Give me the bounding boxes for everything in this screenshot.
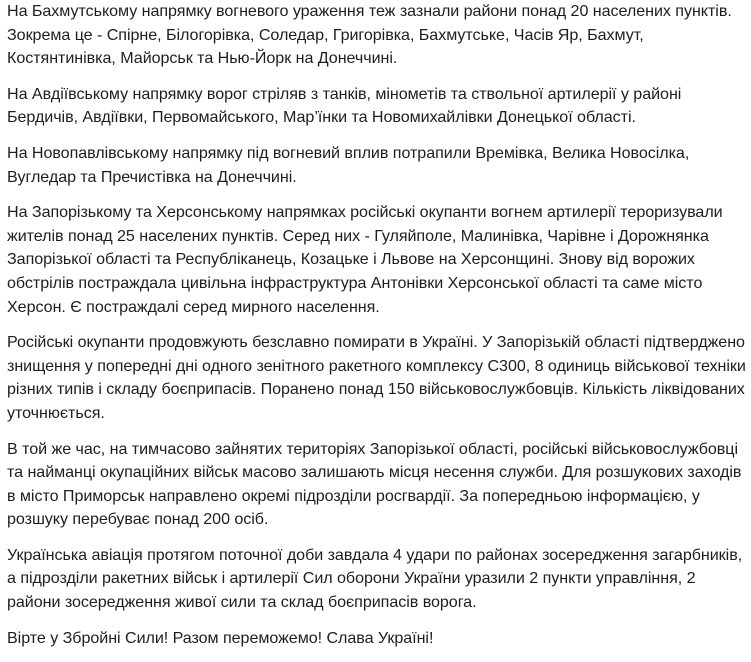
- post-paragraph-closing: Вірте у Збройні Сили! Разом переможемо! Слава Україні!: [7, 628, 434, 647]
- post-body: [7, 0, 747, 662]
- post-paragraph-novopavlivka: На Новопавлівському напрямку під вогневий вплив потрапили Времівка, Велика Новосілка, Вугледар та Пречистівка на Донеччині.: [7, 143, 690, 186]
- post-paragraph-zaporizhzhia-kherson: На Запорізькому та Херсонському напрямках російські окупанти вогнем артилерії тероризували жителів понад 25 населених пунктів. Серед них - Гуляйполе, Малинівка, Чарівне і Дорожнянка Запорізької області та Республіканець, Козацьке і Львове на Херсонщині. Знову від ворожих обстрілів постраждала цивільна інфраструктура Антонівки Херсонської області та саме місто Херсон. Є постраждалі серед мирного населення.: [7, 203, 723, 316]
- post-paragraph-aviation: Українська авіація протягом поточної доби завдала 4 удари по районах зосередження загарбників, а підрозділи ракетних військ і артилерії Сил оборони України уразили 2 пункти управління, 2 райони зосередження живої сили та склад боєприпасів ворога.: [7, 545, 743, 612]
- post-paragraph-losses: Російські окупанти продовжують безславно помирати в Україні. У Запорізькій області підтверджено знищення у попередні дні одного зенітного ракетного комплексу С300, 8 одиниць військової техніки різних типів і складу боєприпасів. Поранено понад 150 військовослужбовців. Кількість ліквідованих уточнюється.: [7, 333, 746, 422]
- post-paragraph-bakhmut: На Бахмутському напрямку вогневого ураження теж зазнали райони понад 20 населених пунктів. Зокрема це - Спірне, Білогорівка, Соледар, Григорівка, Бахмутське, Часів Яр, Бахмут, Костянтинівка, Майорськ та Нью-Йорк на Донеччині.: [7, 2, 732, 68]
- post-paragraph-desertion: В той же час, на тимчасово зайнятих територіях Запорізької області, російські військовослужбовці та найманці окупаційних військ масово залишають місця несення служби. Для розшукових заходів в місто Приморськ направлено окремі підрозділи росгвардії. За попередньою інформацією, у розшуку перебуває понад 200 осіб.: [7, 439, 742, 529]
- post-paragraph-avdiivka: На Авдіївському напрямку ворог стріляв з танків, мінометів та ствольної артилерії у районі Бердичів, Авдіївки, Первомайського, Мар’їнки та Новомихайлівки Донецької області.: [7, 84, 682, 127]
